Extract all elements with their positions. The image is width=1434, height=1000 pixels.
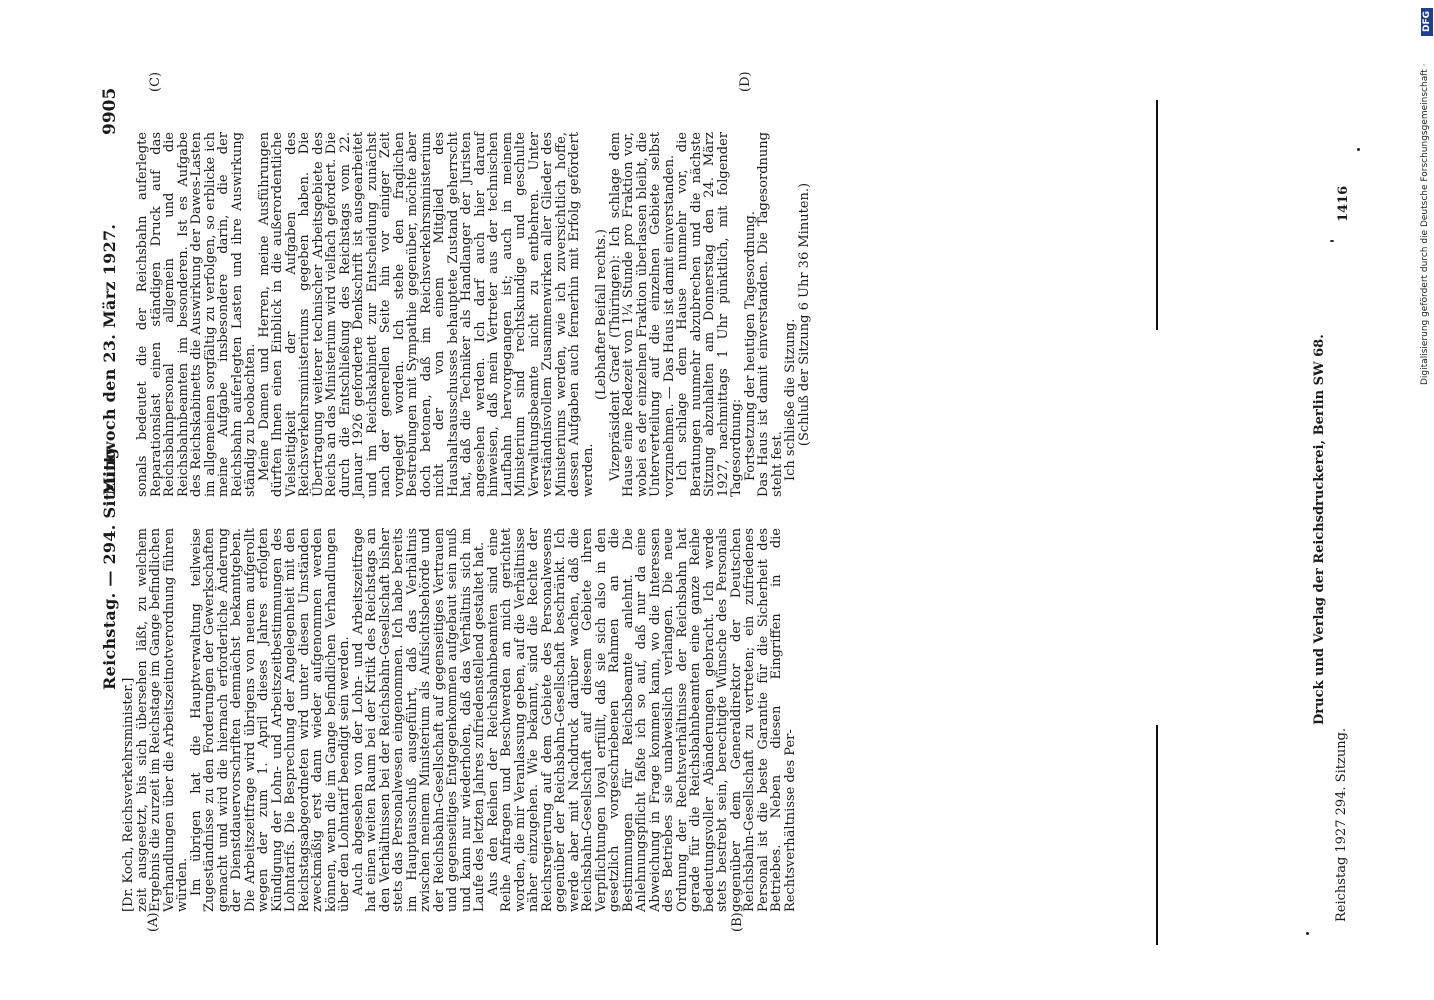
scan-speck (1330, 240, 1334, 242)
margin-mark-b: (B) (730, 912, 745, 932)
left-paragraph-1: zeit ausgesetzt, bis sich übersehen läßt, zu welchem Ergebnis die zurzeit im Reichstage im Gange befindlichen Verhandlungen über die Arbeitszeitnotverordnung führen würden. (134, 528, 190, 912)
page-header-left: Reichstag. — 294. Sitzung. (100, 441, 119, 690)
dfg-logo (1421, 8, 1433, 36)
scan-speck (1306, 932, 1309, 935)
applause-note: (Lebhafter Beifall rechts.) (594, 229, 609, 400)
margin-mark-c: (C) (148, 71, 163, 92)
digitization-credit: Digitalisierung gefördert durch die Deutsche Forschungsgemeinschaft · (1420, 63, 1430, 385)
footer-session-tag: Reichstag 1927 294. Sitzung. (1334, 727, 1349, 922)
end-note: (Schluß der Sitzung 6 Uhr 36 Minuten.) (796, 182, 812, 447)
left-paragraph-4: Aus den Reihen der Reichsbahnbeamten sind eine Reihe Anfragen und Beschwerden an mich gerichtet worden, die mir Veranlassung geben, auf die Verhältnisse näher einzugehen. Wie bekannt, sind die Rechte der Reichsregierung auf dem Gebiete des Personalwesens gegenüber der Reichsbahn-Gesellschaft beschränkt. Ich werde aber mit Nachdruck darüber wachen, daß die Reichsbahn-Gesellschaft auf diesem Gebiete ihren Verpflichtungen loyal erfüllt, daß sie sich also in den gesetzlich vorgeschriebenen Rahmen an die Bestimmungen für Reichsbeamte anlehnt. Die Anlehnungspflicht faßte ich so auf, daß nur da eine Abweichung in Frage kommen kann, wo die Interessen des Betriebes sie unabweislich verlangen. Die neue Ordnung der Rechtsverhältnisse der Reichsbahn hat gerade für die Reichsbahnbeamten eine ganze Reihe bedeutungsvoller Abänderungen gebracht. Ich werde stets bestrebt sein, berechtigte Wünsche des Personals gegenüber dem Generaldirektor der Deutschen Reichsbahn-Gesellschaft zu vertreten; ein zufriedenes Personal ist die beste Garantie für die Sicherheit des Betriebes. Neben diesen Eingriffen in die Rechtsverhältnisse des Per- (485, 528, 798, 912)
right-paragraph-2: Meine Damen und Herren, meine Ausführungen dürften Ihnen einen Einblick in die außerordentliche Vielseitigkeit der Aufgaben des Reichsverkehrsministeriums gegeben haben. Die Übertragung weiterer technischer Arbeitsgebiete des Reichs an das Ministerium wird vielfach gefordert. Die durch die Entschließung des Reichstags vom 22. Januar 1926 geforderte Denkschrift ist ausgearbeitet und im Reichskabinett zur Entscheidung zunächst nach der generellen Seite hin vor einiger Zeit vorgelegt worden. Ich stehe den fraglichen Bestrebungen mit Sympathie gegenüber, möchte aber doch betonen, daß im Reichsverkehrsministerium nicht der von einem Mitglied des Haushaltsausschusses behauptete Zustand geherrscht hat, daß die Techniker als Handlanger der Juristen angesehen werden. Ich darf auch hier darauf hinweisen, daß mein Vertreter aus der technischen Laufbahn hervorgegangen ist; auch in meinem Ministerium sind rechtskundige und geschulte Verwaltungsbeamte nicht zu entbehren. Unter verständnisvollem Zusammenwirken aller Glieder des Ministeriums werden, wie ich zuversichtlich hoffe, dessen Aufgaben auch fernerhin mit Erfolg gefördert werden. (256, 132, 596, 497)
text-column-right (135, 132, 812, 497)
left-paragraph-3: Auch abgesehen von der Lohn- und Arbeitszeitfrage hat einen weiten Raum bei der Kritik des Reichstags an den Verhältnissen bei der Reichsbahn-Gesellschaft bisher stets das Personalwesen eingenommen. Ich habe bereits im Hauptausschuß ausgeführt, daß das Verhältnis zwischen meinem Ministerium als Aufsichtsbehörde und der Reichsbahn-Gesellschaft auf gegenseitiges Vertrauen und gegenseitiges Entgegenkommen aufgebaut sein muß und kann nur wiederholen, daß das Verhältnis sich im Laufe des letzten Jahres zufriedenstellend gestaltet hat. (350, 528, 487, 912)
adjourn-statement: Ich schlage dem Hause nunmehr vor, die Beratungen nunmehr abzubrechen und die nächste Sitzung abzuhalten am Donnerstag den 24. März 1927, nachmittags 1 Uhr pünktlich, mit folgender Tagesordnung: (675, 132, 744, 497)
agreed-statement: Das Haus ist damit einverstanden. Die Tagesordnung steht fest. (756, 132, 785, 497)
right-paragraph-1: sonals bedeutet die der Reichsbahn auferlegte Reparationslast einen ständigen Druck auf das Reichsbahnpersonal allgemein und die Reichsbahnbeamten im besonderen. Ist es Aufgabe des Reichskabinetts die Auswirkung der Dawes-Lasten im allgemeinen sorgfältig zu verfolgen, so erblicke ich meine Aufgabe insbesondere darin, die der Reichsbahn auferlegten Lasten und ihre Auswirkung ständig zu beobachten. (135, 132, 258, 497)
vice-president-statement: Vizepräsident Graef (Thüringen): Ich schlage dem Hause eine Redezeit von 1¼ Stunde pro Fraktion vor, wobei es der einzelnen Fraktion überlassen bleibt, die Unterverteilung auf die einzelnen Gebiete selbst vorzunehmen. — Das Haus ist damit einverstanden. (607, 132, 677, 497)
left-paragraph-2: Im übrigen hat die Hauptverwaltung teilweise Zugeständnisse zu den Forderungen der Gewerkschaften gemacht und wird die hiernach erforderliche Änderung der Dienstdauervorschriften demnächst bekanntgeben. Die Arbeitszeitfrage wird übrigens von neuem aufgerollt wegen der zum 1. April dieses Jahres erfolgten Kündigung der Lohn- und Arbeitszeitbestimmungen des Lohntarifs. Die Besprechung der Angelegenheit mit den Reichstagsabgeordneten wird unter diesen Umständen zweckmäßig erst dann wieder aufgenommen werden können, wenn die im Gange befindlichen Verhandlungen über den Lohntarif beendigt sein werden. (188, 528, 352, 912)
scan-speck (1357, 148, 1360, 151)
footer-sheet-number: 1416 (1336, 185, 1351, 222)
agenda-item: Fortsetzung der heutigen Tagesordnung. (742, 211, 758, 481)
page-number: 9905 (100, 87, 120, 135)
footer-rule-left (1156, 725, 1158, 945)
footer-printer: Druck und Verlag der Reichsdruckerei, Berlin SW 68. (1312, 334, 1327, 725)
footer-rule-right (1156, 100, 1158, 330)
text-column-left (121, 528, 798, 912)
margin-mark-a: (A) (146, 912, 161, 932)
page-header-date: Mittwoch den 23. März 1927. (100, 223, 119, 495)
margin-mark-d: (D) (738, 71, 753, 92)
dfg-logo-text: DFG (1422, 10, 1432, 32)
close-statement: Ich schließe die Sitzung. (783, 318, 798, 481)
speaker-note: [Dr. Koch, Reichsverkehrsminister.] (121, 677, 136, 912)
